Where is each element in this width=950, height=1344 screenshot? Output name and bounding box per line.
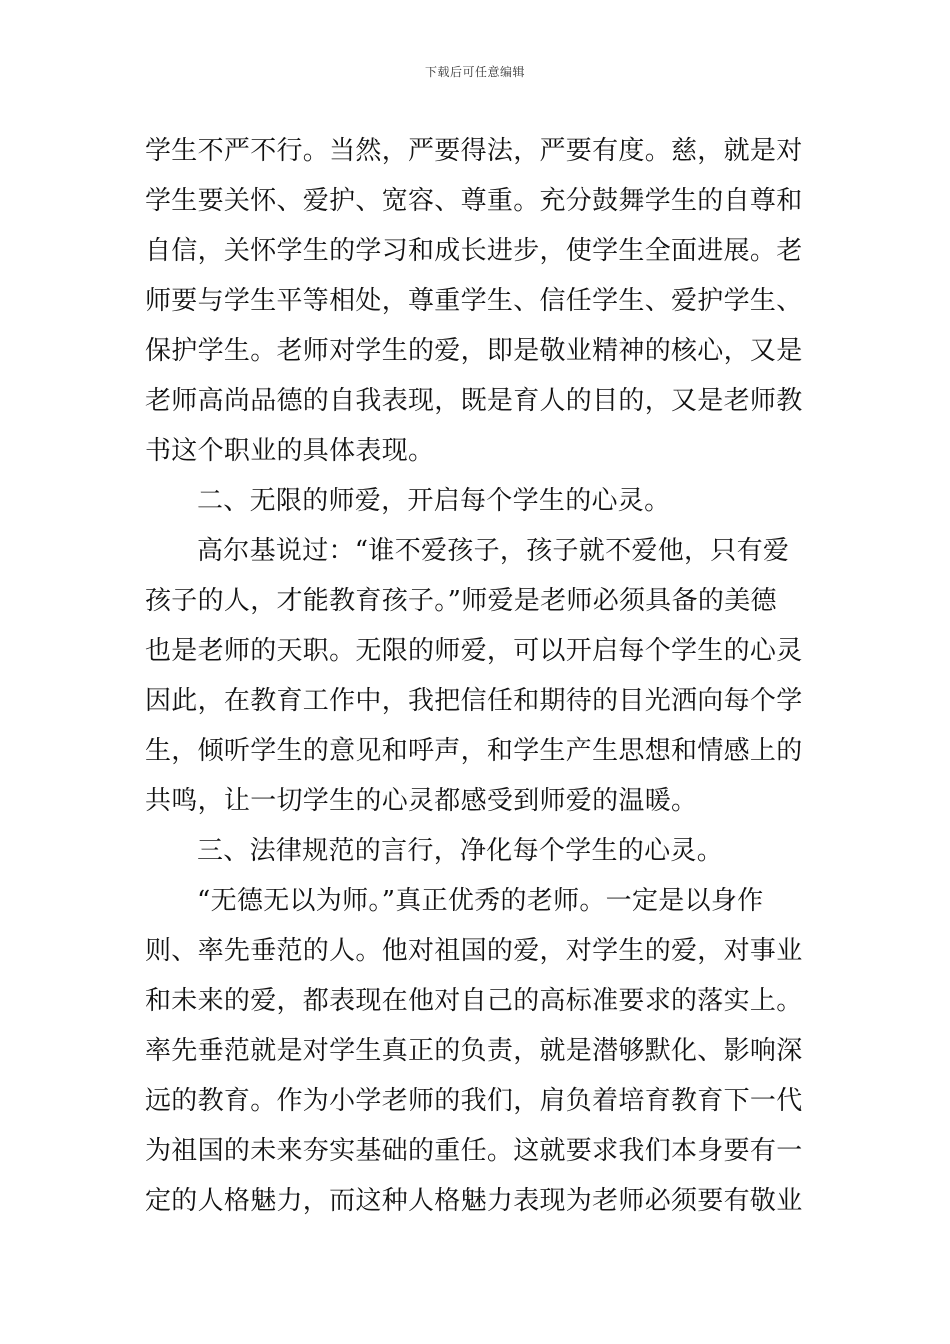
text-line: 师要与学生平等相处，尊重学生、信任学生、爱护学生、 <box>145 286 803 316</box>
text-line: 学生不严不行。当然，严要得法，严要有度。慈，就是对 <box>145 136 803 166</box>
text-line: 学生要关怀、爱护、宽容、尊重。充分鼓舞学生的自尊和 <box>145 186 803 216</box>
text-line: 则、率先垂范的人。他对祖国的爱，对学生的爱，对事业 <box>145 936 803 966</box>
text-line: 书这个职业的具体表现。 <box>145 436 435 466</box>
text-line: 也是老师的天职。无限的师爱，可以开启每个学生的心灵 <box>145 636 803 666</box>
text-line: 共鸣，让一切学生的心灵都感受到师爱的温暖。 <box>145 786 698 816</box>
text-line: 远的教育。作为小学老师的我们，肩负着培育教育下一代 <box>145 1086 803 1116</box>
text-line: 二、无限的师爱，开启每个学生的心灵。 <box>197 486 671 516</box>
text-line: 定的人格魅力，而这种人格魅力表现为老师必须要有敬业 <box>145 1186 803 1216</box>
text-line: 老师高尚品德的自我表现，既是育人的目的，又是老师教 <box>145 386 803 416</box>
text-line: 高尔基说过：“谁不爱孩子，孩子就不爱他，只有爱 <box>197 536 790 566</box>
text-line: 生，倾听学生的意见和呼声，和学生产生思想和情感上的 <box>145 736 803 766</box>
text-line: 三、法律规范的言行，净化每个学生的心灵。 <box>197 836 724 866</box>
text-line: 为祖国的未来夯实基础的重任。这就要求我们本身要有一 <box>145 1136 803 1166</box>
text-line: 率先垂范就是对学生真正的负责，就是潜够默化、影响深 <box>145 1036 803 1066</box>
text-line: “无德无以为师。”真正优秀的老师。一定是以身作 <box>197 886 764 916</box>
text-line: 孩子的人，才能教育孩子。”师爱是老师必须具备的美德 <box>145 586 777 616</box>
text-line: 保护学生。老师对学生的爱，即是敬业精神的核心，又是 <box>145 336 803 366</box>
text-line: 自信，关怀学生的学习和成长进步，使学生全面进展。老 <box>145 236 803 266</box>
text-line: 因此，在教育工作中，我把信任和期待的目光洒向每个学 <box>145 686 803 716</box>
document-body <box>145 126 817 1226</box>
text-line: 和未来的爱，都表现在他对自己的高标准要求的落实上。 <box>145 986 803 1016</box>
page-header: 下载后可任意编辑 <box>424 65 525 79</box>
